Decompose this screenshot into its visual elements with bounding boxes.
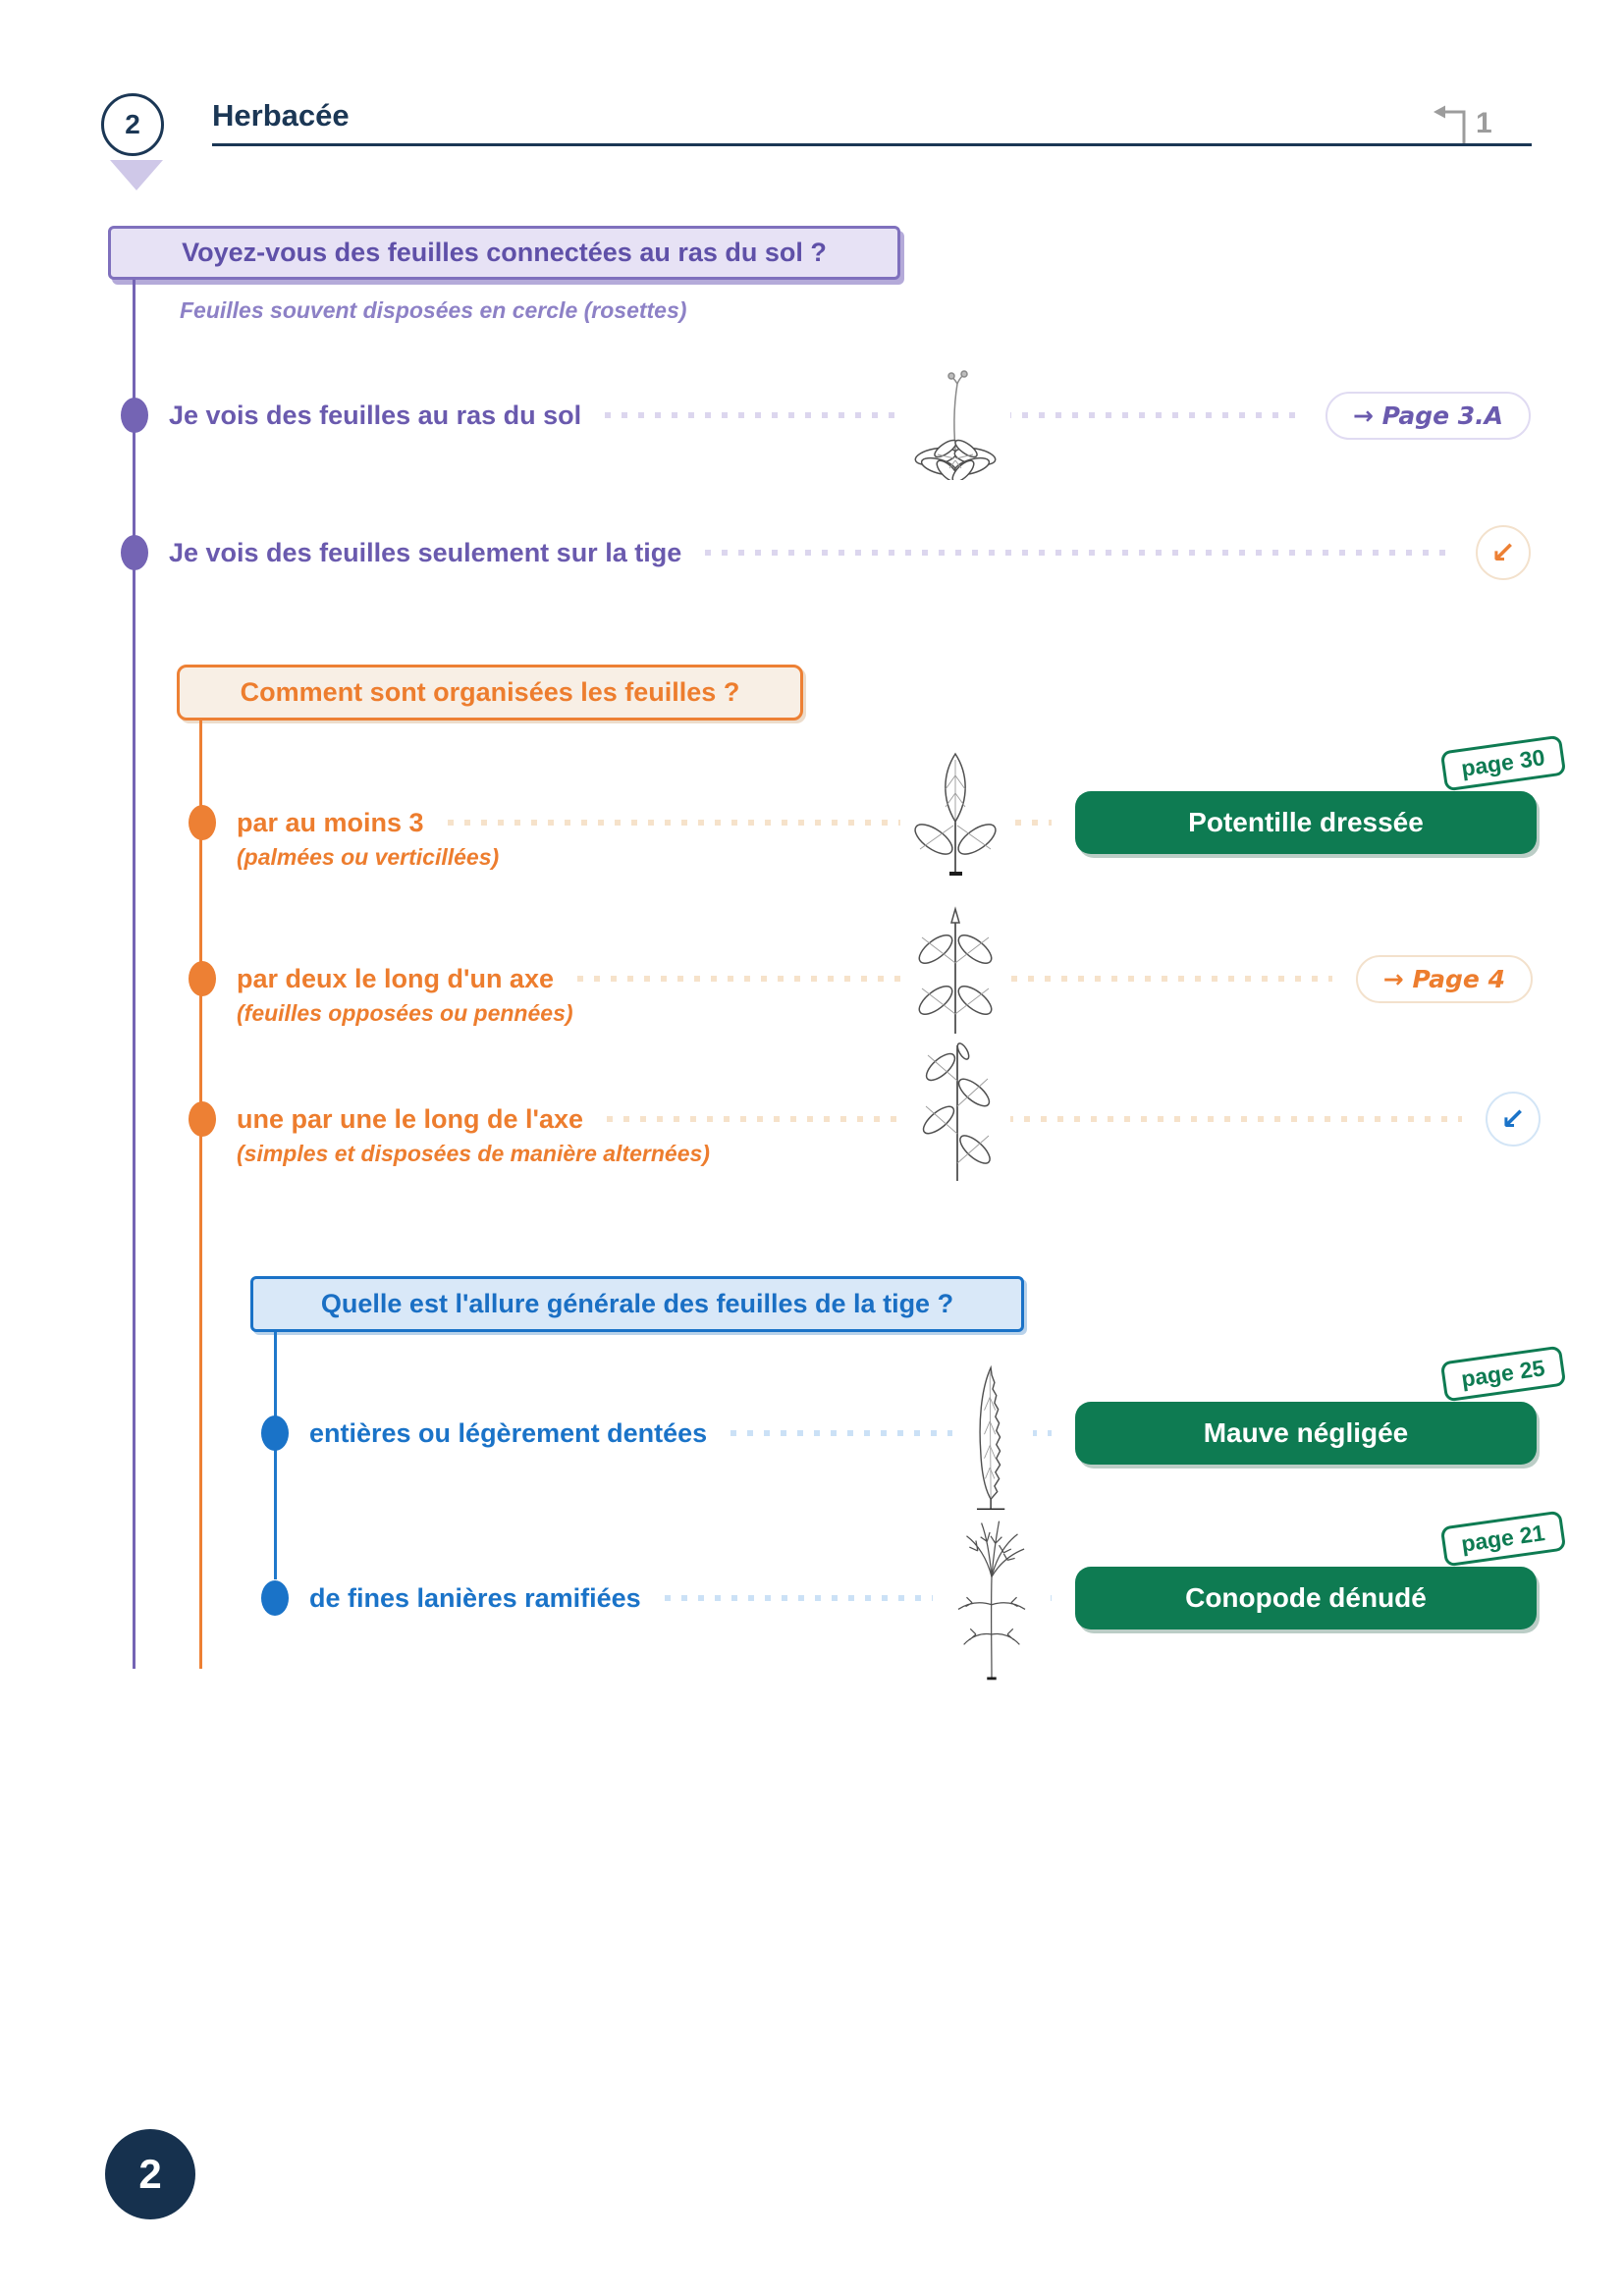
alternate-leaves-plant-icon	[900, 1034, 1010, 1191]
option-bullet	[121, 535, 148, 570]
section-pointer-triangle	[110, 160, 163, 190]
option-bullet	[261, 1580, 289, 1616]
page-title: Herbacée	[212, 98, 350, 133]
purple-branch-line	[133, 280, 135, 1669]
title-underline	[212, 143, 1532, 146]
species-result-button[interactable]	[1075, 1355, 1547, 1465]
species-result-button[interactable]	[1075, 1520, 1547, 1629]
continue-below-arrow-icon[interactable]: ↙	[1476, 525, 1531, 580]
option-bullet	[261, 1415, 289, 1451]
dotted-connector	[607, 1116, 1462, 1122]
back-page-number: 1	[1476, 107, 1492, 139]
page-tag[interactable]: page 30	[1440, 735, 1566, 792]
toothed-leaf-icon	[952, 1358, 1033, 1517]
option-label: Je vois des feuilles au ras du sol	[169, 400, 582, 430]
rosette-plant-icon	[900, 364, 1010, 480]
page-link-4[interactable]: → Page 4	[1356, 955, 1533, 1003]
orange-branch-line	[199, 721, 202, 1669]
opposite-leaves-plant-icon	[900, 906, 1010, 1053]
question-hint: Feuilles souvent disposées en cercle (rosettes)	[180, 297, 687, 323]
whorled-leaves-plant-icon	[900, 748, 1010, 879]
page-number-badge: 2	[105, 2129, 195, 2219]
species-name: Potentille dressée	[1188, 807, 1424, 837]
fine-strips-plant-icon	[933, 1510, 1051, 1690]
return-arrow-icon	[1432, 102, 1471, 150]
option-label: une par une le long de l'axe	[237, 1103, 584, 1134]
option-row-ground-leaves	[121, 384, 1531, 447]
option-label: entières ou légèrement dentées	[309, 1417, 708, 1448]
continue-below-arrow-icon[interactable]: ↙	[1486, 1092, 1541, 1147]
option-bullet	[121, 398, 148, 433]
option-detail: (palmées ou verticillées)	[237, 843, 500, 870]
option-row-opposite	[189, 947, 1533, 1026]
page-tag[interactable]: page 21	[1440, 1511, 1566, 1568]
option-label: par au moins 3	[237, 807, 424, 837]
option-detail: (simples et disposées de manière alternées)	[237, 1140, 710, 1166]
back-to-page-link[interactable]	[1432, 102, 1492, 150]
option-row-fine-strips	[261, 1520, 1547, 1629]
option-label: par deux le long d'un axe	[237, 963, 554, 993]
species-name: Conopode dénudé	[1185, 1582, 1427, 1613]
question-box-leaf-shape: Quelle est l'allure générale des feuilles de la tige ?	[250, 1276, 1024, 1332]
option-row-alternate	[189, 1088, 1541, 1166]
option-row-entire-leaves	[261, 1355, 1547, 1465]
option-bullet	[189, 1101, 216, 1137]
species-result-button[interactable]	[1075, 744, 1547, 854]
page-tag[interactable]: page 25	[1440, 1346, 1566, 1403]
question-box-leaf-arrangement: Comment sont organisées les feuilles ?	[177, 665, 803, 721]
option-label: de fines lanières ramifiées	[309, 1582, 641, 1613]
option-row-whorled	[189, 744, 1547, 870]
dotted-connector	[705, 550, 1452, 556]
option-row-stem-leaves	[121, 521, 1531, 584]
step-number-badge: 2	[101, 93, 164, 156]
species-name: Mauve négligée	[1203, 1417, 1409, 1448]
option-label: Je vois des feuilles seulement sur la tige	[169, 537, 682, 567]
option-bullet	[189, 961, 216, 996]
option-bullet	[189, 805, 216, 840]
page-link-3a[interactable]: → Page 3.A	[1325, 392, 1531, 440]
option-detail: (feuilles opposées ou pennées)	[237, 999, 573, 1026]
question-box-ground-leaves: Voyez-vous des feuilles connectées au ras du sol ?	[108, 226, 900, 280]
